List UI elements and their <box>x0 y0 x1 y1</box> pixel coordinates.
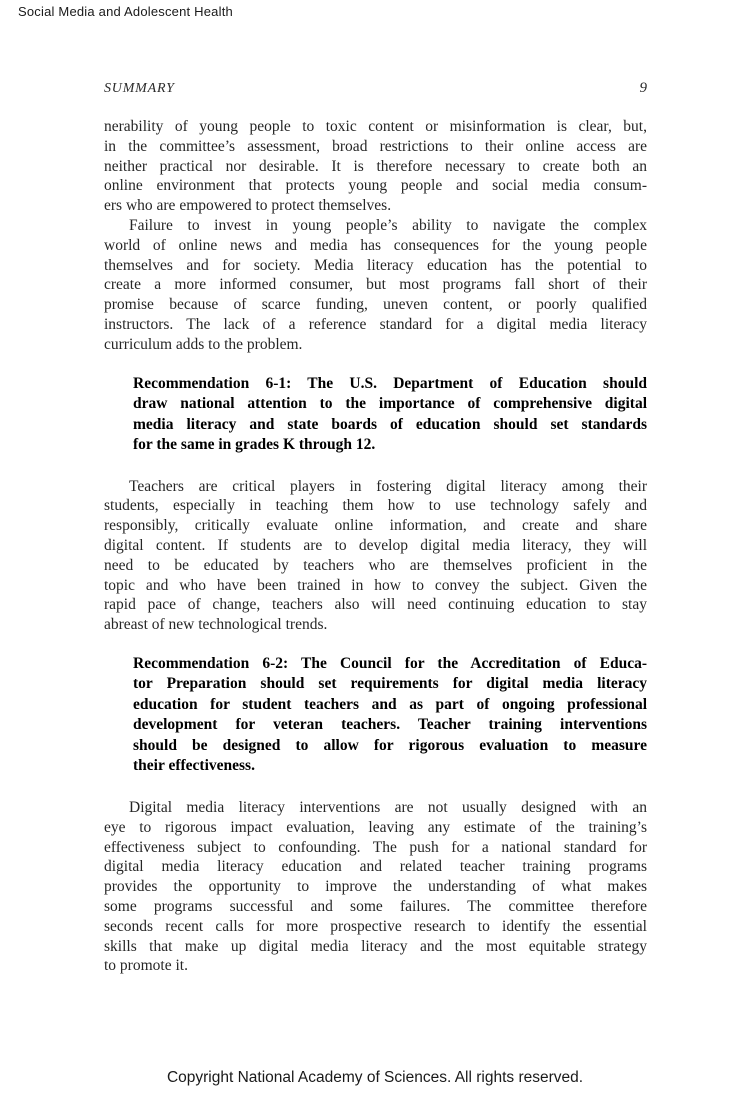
text-line: Teachers are critical players in fostering digital literacy among their <box>129 477 647 495</box>
body-paragraph <box>104 477 647 635</box>
text-line: world of online news and media has consequences for the young people <box>104 236 647 254</box>
text-line: draw national attention to the importance of comprehensive digital <box>133 395 647 413</box>
text-line: Digital media literacy interventions are not usually designed with an <box>129 798 647 816</box>
text-line: neither practical nor desirable. It is therefore necessary to create both an <box>104 157 647 175</box>
text-line: for the same in grades K through 12. <box>133 436 376 454</box>
text-line: abreast of new technological trends. <box>104 616 328 634</box>
text-line: rapid pace of change, teachers also will need continuing education to stay <box>104 596 647 614</box>
text-line: nerability of young people to toxic content or misinformation is clear, but, <box>104 118 647 135</box>
text-line: should be designed to allow for rigorous evaluation to measure <box>133 736 647 754</box>
text-line: students, especially in teaching them how to use technology safely and <box>104 497 647 515</box>
running-head <box>104 80 647 97</box>
text-line: seconds recent calls for more prospective research to identify the essential <box>104 917 647 935</box>
text-line: digital content. If students are to develop digital media literacy, they will <box>104 536 647 554</box>
text-line: some programs successful and some failures. The committee therefore <box>104 897 647 915</box>
body-paragraph <box>104 798 647 976</box>
recommendation-paragraph <box>133 654 647 777</box>
text-line: Failure to invest in young people’s ability to navigate the complex <box>129 216 647 234</box>
text-line: create a more informed consumer, but most programs fall short of their <box>104 276 647 294</box>
text-line: effectiveness subject to confounding. The push for a national standard for <box>104 838 647 856</box>
text-line: in the committee’s assessment, broad restrictions to their online access are <box>104 137 647 155</box>
text-line: their effectiveness. <box>133 757 255 775</box>
text-line: media literacy and state boards of education should set standards <box>133 415 647 433</box>
text-line: development for veteran teachers. Teacher training interventions <box>133 716 647 734</box>
text-line: tor Preparation should set requirements for digital media literacy <box>133 675 647 693</box>
text-line: themselves and for society. Media literacy education has the potential to <box>104 256 647 274</box>
text-line: promise because of scarce funding, uneven content, or poorly qualified <box>104 296 647 314</box>
running-head-section: SUMMARY <box>104 81 175 96</box>
text-line: ers who are empowered to protect themselves. <box>104 197 392 215</box>
text-line: responsibly, critically evaluate online information, and create and share <box>104 517 647 535</box>
text-line: Recommendation 6-1: The U.S. Department of Education should <box>133 374 647 392</box>
body-paragraph <box>104 216 647 355</box>
recommendation-paragraph <box>133 374 647 456</box>
text-line: need to be educated by teachers who are themselves proficient in the <box>104 556 647 574</box>
text-line: eye to rigorous impact evaluation, leaving any estimate of the training’s <box>104 818 647 836</box>
text-line: curriculum adds to the problem. <box>104 335 303 353</box>
running-head-page-number: 9 <box>639 80 647 96</box>
text-line: skills that make up digital media literacy and the most equitable strategy <box>104 937 647 955</box>
text-line: Recommendation 6-2: The Council for the Accreditation of Educa- <box>133 654 647 672</box>
text-line: topic and who have been trained in how to convey the subject. Given the <box>104 576 647 594</box>
text-line: online environment that protects young people and social media consum- <box>104 177 647 195</box>
copyright-footer: Copyright National Academy of Sciences. All rights reserved. <box>166 1069 584 1086</box>
page-body <box>104 117 647 976</box>
text-line: to promote it. <box>104 957 188 975</box>
text-line: instructors. The lack of a reference standard for a digital media literacy <box>104 315 647 333</box>
document-title-header: Social Media and Adolescent Health <box>18 4 233 19</box>
text-line: education for student teachers and as part of ongoing professional <box>133 695 647 713</box>
text-line: provides the opportunity to improve the understanding of what makes <box>104 878 647 896</box>
body-paragraph <box>104 117 647 216</box>
text-line: digital media literacy education and related teacher training programs <box>104 858 647 876</box>
